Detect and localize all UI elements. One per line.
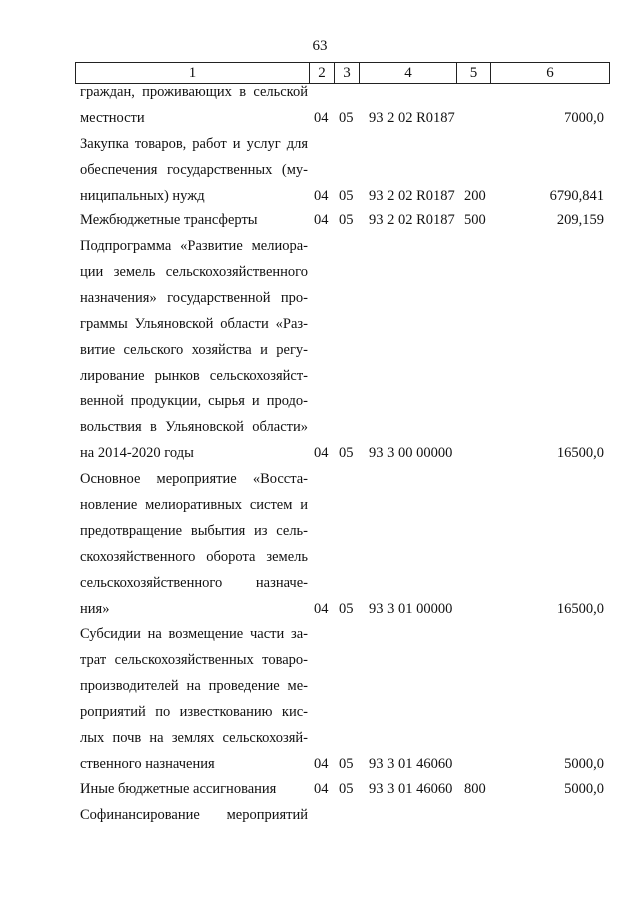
description-line: Софинансирование мероприятий	[80, 807, 308, 823]
description-line: ния»	[80, 600, 110, 617]
description-line: скохозяйственного оборота земель	[80, 548, 308, 565]
description-line: ственного назначения	[80, 755, 215, 772]
description-line: Субсидии на возмещение части за-	[80, 626, 308, 642]
subsection-code: 05	[339, 600, 354, 617]
description-line: роприятий по известкованию кис-	[80, 703, 308, 720]
subsection-code: 05	[339, 755, 354, 772]
description-line: новление мелиоративных систем и	[80, 496, 308, 513]
description-line: Иные бюджетные ассигнования	[80, 781, 277, 797]
header-col-6: 6	[546, 65, 554, 81]
description-line: Межбюджетные трансферты	[80, 212, 258, 228]
description-line: обеспечения государственных (му-	[80, 161, 308, 178]
row-description	[80, 467, 308, 622]
expense-type-code: 500	[464, 212, 486, 228]
description-line: венной продукции, сырья и продо-	[80, 393, 308, 410]
row-description	[80, 777, 308, 803]
row-description	[80, 803, 308, 829]
header-col-4: 4	[360, 63, 457, 83]
description-line: производителей на проведение ме-	[80, 677, 308, 694]
target-article-code: 93 2 02 R0187	[369, 109, 455, 126]
header-col-3: 3	[335, 63, 360, 83]
subsection-code: 05	[339, 445, 354, 462]
target-article-code: 93 2 02 R0187	[369, 212, 455, 228]
description-line: витие сельского хозяйства и регу-	[80, 341, 308, 358]
description-line: лирование рынков сельскохозяйст-	[80, 367, 308, 384]
description-line: трат сельскохозяйственных товаро-	[80, 651, 308, 668]
amount-value: 16500,0	[556, 445, 604, 462]
description-line: ции земель сельскохозяйственного	[80, 263, 308, 280]
row-description	[80, 80, 308, 132]
page-number: 63	[312, 38, 328, 54]
section-code: 04	[314, 109, 329, 126]
expense-type-code: 200	[464, 187, 486, 204]
subsection-code: 05	[339, 109, 354, 126]
description-line: лых почв на землях сельскохозяй-	[80, 729, 308, 746]
description-line: местности	[80, 109, 145, 126]
description-line: на 2014-2020 годы	[80, 445, 194, 462]
subsection-code: 05	[339, 212, 354, 228]
expense-type-code: 800	[464, 781, 486, 797]
header-col-1: 1	[76, 63, 310, 83]
description-line: Основное мероприятие «Восста-	[80, 471, 308, 487]
description-line: граммы Ульяновской области «Раз-	[80, 315, 308, 332]
description-line: Подпрограмма «Развитие мелиора-	[80, 238, 308, 254]
row-description	[80, 132, 308, 210]
description-line: назначения» государственной про-	[80, 289, 308, 306]
description-line: Закупка товаров, работ и услуг для	[80, 136, 308, 152]
header-col-2: 2	[310, 63, 335, 83]
description-line: граждан, проживающих в сельской	[80, 84, 308, 100]
subsection-code: 05	[339, 781, 354, 797]
row-description	[80, 622, 308, 777]
amount-value: 7000,0	[564, 109, 604, 126]
section-code: 04	[314, 600, 329, 617]
target-article-code: 93 2 02 R0187	[369, 187, 455, 204]
section-code: 04	[314, 755, 329, 772]
amount-value: 6790,841	[549, 187, 604, 204]
section-code: 04	[314, 212, 329, 228]
target-article-code: 93 3 01 46060	[369, 781, 453, 797]
amount-value: 5000,0	[564, 781, 604, 797]
description-line: ниципальных) нужд	[80, 187, 205, 204]
amount-value: 209,159	[556, 212, 604, 228]
section-code: 04	[314, 445, 329, 462]
target-article-code: 93 3 01 46060	[369, 755, 453, 772]
header-col-5: 5	[457, 63, 491, 83]
section-code: 04	[314, 781, 329, 797]
amount-value: 16500,0	[556, 600, 604, 617]
description-line: вольствия в Ульяновской области»	[80, 419, 308, 436]
subsection-code: 05	[339, 187, 354, 204]
target-article-code: 93 3 00 00000	[369, 445, 453, 462]
target-article-code: 93 3 01 00000	[369, 600, 453, 617]
amount-value: 5000,0	[564, 755, 604, 772]
row-description	[80, 234, 308, 467]
description-line: сельскохозяйственного назначе-	[80, 574, 308, 591]
section-code: 04	[314, 187, 329, 204]
description-line: предотвращение выбытия из сель-	[80, 522, 308, 539]
row-description	[80, 208, 308, 234]
